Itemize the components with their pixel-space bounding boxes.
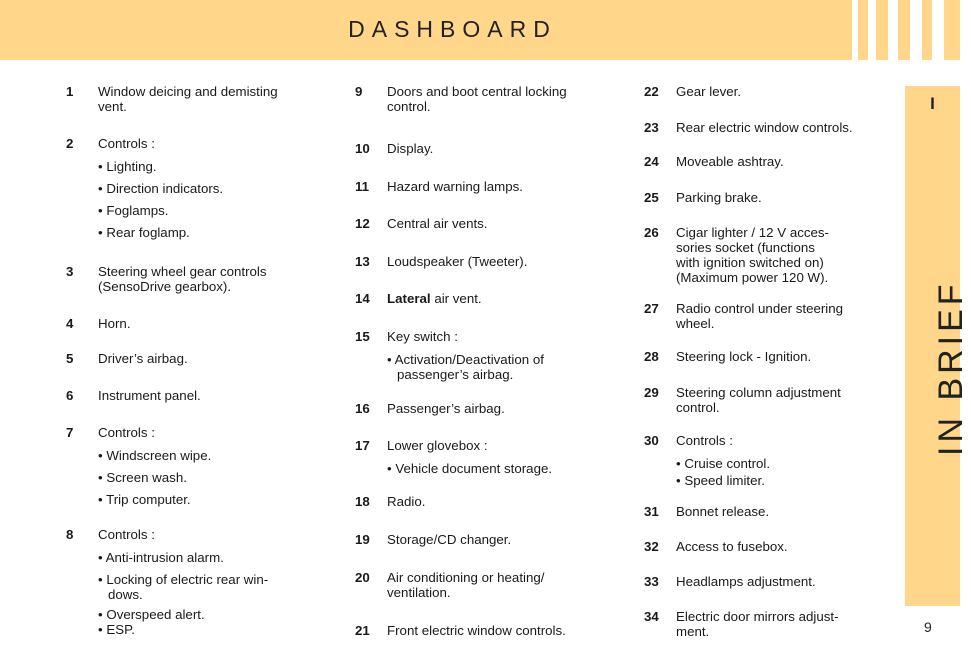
item-description <box>676 349 899 364</box>
description-line: Radio. <box>387 494 426 509</box>
description-line: Parking brake. <box>676 190 762 205</box>
description-line: Steering lock - Ignition. <box>676 349 812 364</box>
description-line: Bonnet release. <box>676 504 770 519</box>
dashboard-item-29 <box>644 385 899 415</box>
item-number: 22 <box>644 84 659 99</box>
dashboard-item-21 <box>355 623 610 638</box>
description-line: Steering wheel gear controls <box>98 264 267 279</box>
description-line: Display. <box>387 141 434 156</box>
dashboard-item-22 <box>644 84 899 99</box>
description-line: (Maximum power 120 W). <box>676 270 829 285</box>
item-description <box>676 190 899 205</box>
item-number: 20 <box>355 570 370 585</box>
dashboard-item-20 <box>355 570 610 600</box>
description-line: Air conditioning or heating/ <box>387 570 545 585</box>
item-number: 29 <box>644 385 659 400</box>
item-number: 5 <box>66 351 74 366</box>
item-description <box>98 388 326 403</box>
item-number: 25 <box>644 190 659 205</box>
description-line: Hazard warning lamps. <box>387 179 523 194</box>
item-description <box>676 539 899 554</box>
description-line: Driver’s airbag. <box>98 351 188 366</box>
item-description <box>676 385 899 415</box>
item-description <box>387 179 610 194</box>
description-line: Instrument panel. <box>98 388 201 403</box>
description-line: Steering column adjustment <box>676 385 841 400</box>
sub-item: • ESP. <box>98 622 135 637</box>
dashboard-item-9 <box>355 84 610 114</box>
dashboard-item-16 <box>355 401 610 416</box>
sub-item: • Screen wash. <box>98 470 187 485</box>
dashboard-item-26 <box>644 225 899 285</box>
sub-list <box>387 352 610 382</box>
item-number: 15 <box>355 329 370 344</box>
description-line: (SensoDrive gearbox). <box>98 279 232 294</box>
description-line: Gear lever. <box>676 84 742 99</box>
dashboard-item-1 <box>66 84 326 114</box>
item-description <box>387 494 610 509</box>
item-description <box>387 84 610 114</box>
line-text: air vent. <box>434 291 482 306</box>
description-line: Controls : <box>676 433 733 448</box>
sub-list <box>676 456 899 488</box>
dashboard-item-23 <box>644 120 899 135</box>
dashboard-item-10 <box>355 141 610 156</box>
description-line: Lower glovebox : <box>387 438 488 453</box>
description-line: Horn. <box>98 316 131 331</box>
item-description <box>387 623 610 638</box>
item-number: 12 <box>355 216 370 231</box>
item-number: 2 <box>66 136 74 151</box>
dashboard-item-27 <box>644 301 899 331</box>
sub-item: • Cruise control. <box>676 456 771 471</box>
item-description <box>98 136 326 151</box>
item-description <box>387 401 610 416</box>
page-number: 9 <box>924 619 932 635</box>
description-line: Access to fusebox. <box>676 539 788 554</box>
item-description <box>98 316 326 331</box>
item-number: 13 <box>355 254 370 269</box>
dashboard-item-5 <box>66 351 326 366</box>
dashboard-item-19 <box>355 532 610 547</box>
dashboard-item-12 <box>355 216 610 231</box>
dashboard-item-6 <box>66 388 326 403</box>
chapter-title: IN BRIEF <box>932 280 970 456</box>
dashboard-item-18 <box>355 494 610 509</box>
item-number: 14 <box>355 291 370 306</box>
description-line: control. <box>387 99 431 114</box>
item-description <box>98 264 326 294</box>
sub-item: • Lighting. <box>98 159 157 174</box>
item-number: 18 <box>355 494 370 509</box>
sub-item: • Activation/Deactivation of <box>387 352 544 367</box>
sub-list <box>98 448 326 507</box>
item-number: 21 <box>355 623 370 638</box>
item-number: 7 <box>66 425 74 440</box>
dashboard-item-15 <box>355 329 610 382</box>
item-number: 11 <box>355 179 370 194</box>
item-description <box>676 84 899 99</box>
item-description <box>98 351 326 366</box>
item-number: 17 <box>355 438 370 453</box>
description-line: Key switch : <box>387 329 458 344</box>
dashboard-item-28 <box>644 349 899 364</box>
item-number: 24 <box>644 154 659 169</box>
item-description <box>676 120 899 135</box>
description-line: Front electric window controls. <box>387 623 566 638</box>
dashboard-item-3 <box>66 264 326 294</box>
description-line: Rear electric window controls. <box>676 120 853 135</box>
item-description <box>387 532 610 547</box>
description-line: with ignition switched on) <box>676 255 824 270</box>
item-number: 19 <box>355 532 370 547</box>
dashboard-item-14 <box>355 291 610 306</box>
sub-list <box>387 461 610 476</box>
dashboard-item-31 <box>644 504 899 519</box>
description-line: Headlamps adjustment. <box>676 574 816 589</box>
description-line: Doors and boot central locking <box>387 84 567 99</box>
sub-item: • Rear foglamp. <box>98 225 190 240</box>
description-line: Controls : <box>98 136 155 151</box>
sub-item: • Overspeed alert. <box>98 607 205 622</box>
item-number: 6 <box>66 388 74 403</box>
sub-item: passenger’s airbag. <box>397 367 514 382</box>
sub-item: • Anti-intrusion alarm. <box>98 550 224 565</box>
dashboard-item-33 <box>644 574 899 589</box>
dashboard-item-17 <box>355 438 610 476</box>
item-description <box>676 301 899 331</box>
item-description <box>387 216 610 231</box>
sub-item: • Speed limiter. <box>676 473 765 488</box>
description-line: Controls : <box>98 527 155 542</box>
item-number: 32 <box>644 539 659 554</box>
page-title: DASHBOARD <box>348 16 557 42</box>
description-line: sories socket (functions <box>676 240 815 255</box>
dashboard-item-8 <box>66 527 326 637</box>
sub-list <box>98 550 326 637</box>
item-description <box>98 527 326 542</box>
item-description <box>98 425 326 440</box>
item-description <box>387 570 610 600</box>
description-line: Storage/CD changer. <box>387 532 512 547</box>
item-number: 27 <box>644 301 659 316</box>
chapter-number: I <box>930 94 935 113</box>
description-line: Controls : <box>98 425 155 440</box>
item-description <box>98 84 326 114</box>
item-number: 3 <box>66 264 74 279</box>
description-line: ment. <box>676 624 710 639</box>
item-description <box>387 254 610 269</box>
sub-item: • Direction indicators. <box>98 181 224 196</box>
description-line: Radio control under steering <box>676 301 844 316</box>
item-number: 1 <box>66 84 74 99</box>
description-line: Central air vents. <box>387 216 488 231</box>
description-line: Electric door mirrors adjust- <box>676 609 839 624</box>
page-header-band <box>0 0 960 60</box>
dashboard-item-11 <box>355 179 610 194</box>
dashboard-item-34 <box>644 609 899 639</box>
item-number: 8 <box>66 527 74 542</box>
sub-list <box>98 159 326 240</box>
sub-item: • Windscreen wipe. <box>98 448 212 463</box>
item-number: 33 <box>644 574 659 589</box>
item-number: 16 <box>355 401 370 416</box>
description-line: control. <box>676 400 720 415</box>
dashboard-item-7 <box>66 425 326 507</box>
description-line: vent. <box>98 99 127 114</box>
emphasis-word: Lateral <box>387 291 431 306</box>
item-description <box>676 433 899 448</box>
chapter-sidebar <box>905 86 970 606</box>
description-line: Window deicing and demisting <box>98 84 278 99</box>
sub-item: • Foglamps. <box>98 203 169 218</box>
item-description <box>387 438 610 453</box>
dashboard-item-4 <box>66 316 326 331</box>
item-description <box>387 329 610 344</box>
item-description <box>387 291 610 306</box>
item-description <box>676 225 899 285</box>
item-number: 26 <box>644 225 659 240</box>
item-number: 28 <box>644 349 659 364</box>
dashboard-item-25 <box>644 190 899 205</box>
item-number: 23 <box>644 120 659 135</box>
item-number: 31 <box>644 504 659 519</box>
dashboard-item-32 <box>644 539 899 554</box>
item-description <box>676 609 899 639</box>
item-number: 34 <box>644 609 659 624</box>
dashboard-item-24 <box>644 154 899 169</box>
sub-item: • Vehicle document storage. <box>387 461 553 476</box>
description-line: wheel. <box>676 316 715 331</box>
description-line: ventilation. <box>387 585 451 600</box>
dashboard-item-13 <box>355 254 610 269</box>
description-line: Moveable ashtray. <box>676 154 784 169</box>
item-description <box>676 504 899 519</box>
item-description <box>676 574 899 589</box>
item-description <box>676 154 899 169</box>
description-line <box>387 291 610 306</box>
item-number: 10 <box>355 141 370 156</box>
item-number: 4 <box>66 316 74 331</box>
sub-item: dows. <box>108 587 143 602</box>
item-number: 9 <box>355 84 363 99</box>
sub-item: • Locking of electric rear win- <box>98 572 269 587</box>
item-number: 30 <box>644 433 659 448</box>
sub-item: • Trip computer. <box>98 492 191 507</box>
description-line: Loudspeaker (Tweeter). <box>387 254 528 269</box>
dashboard-item-2 <box>66 136 326 240</box>
description-line: Cigar lighter / 12 V acces- <box>676 225 829 240</box>
header-stripes-decoration <box>836 0 960 60</box>
item-description <box>387 141 610 156</box>
description-line: Passenger’s airbag. <box>387 401 505 416</box>
dashboard-item-30 <box>644 433 899 488</box>
